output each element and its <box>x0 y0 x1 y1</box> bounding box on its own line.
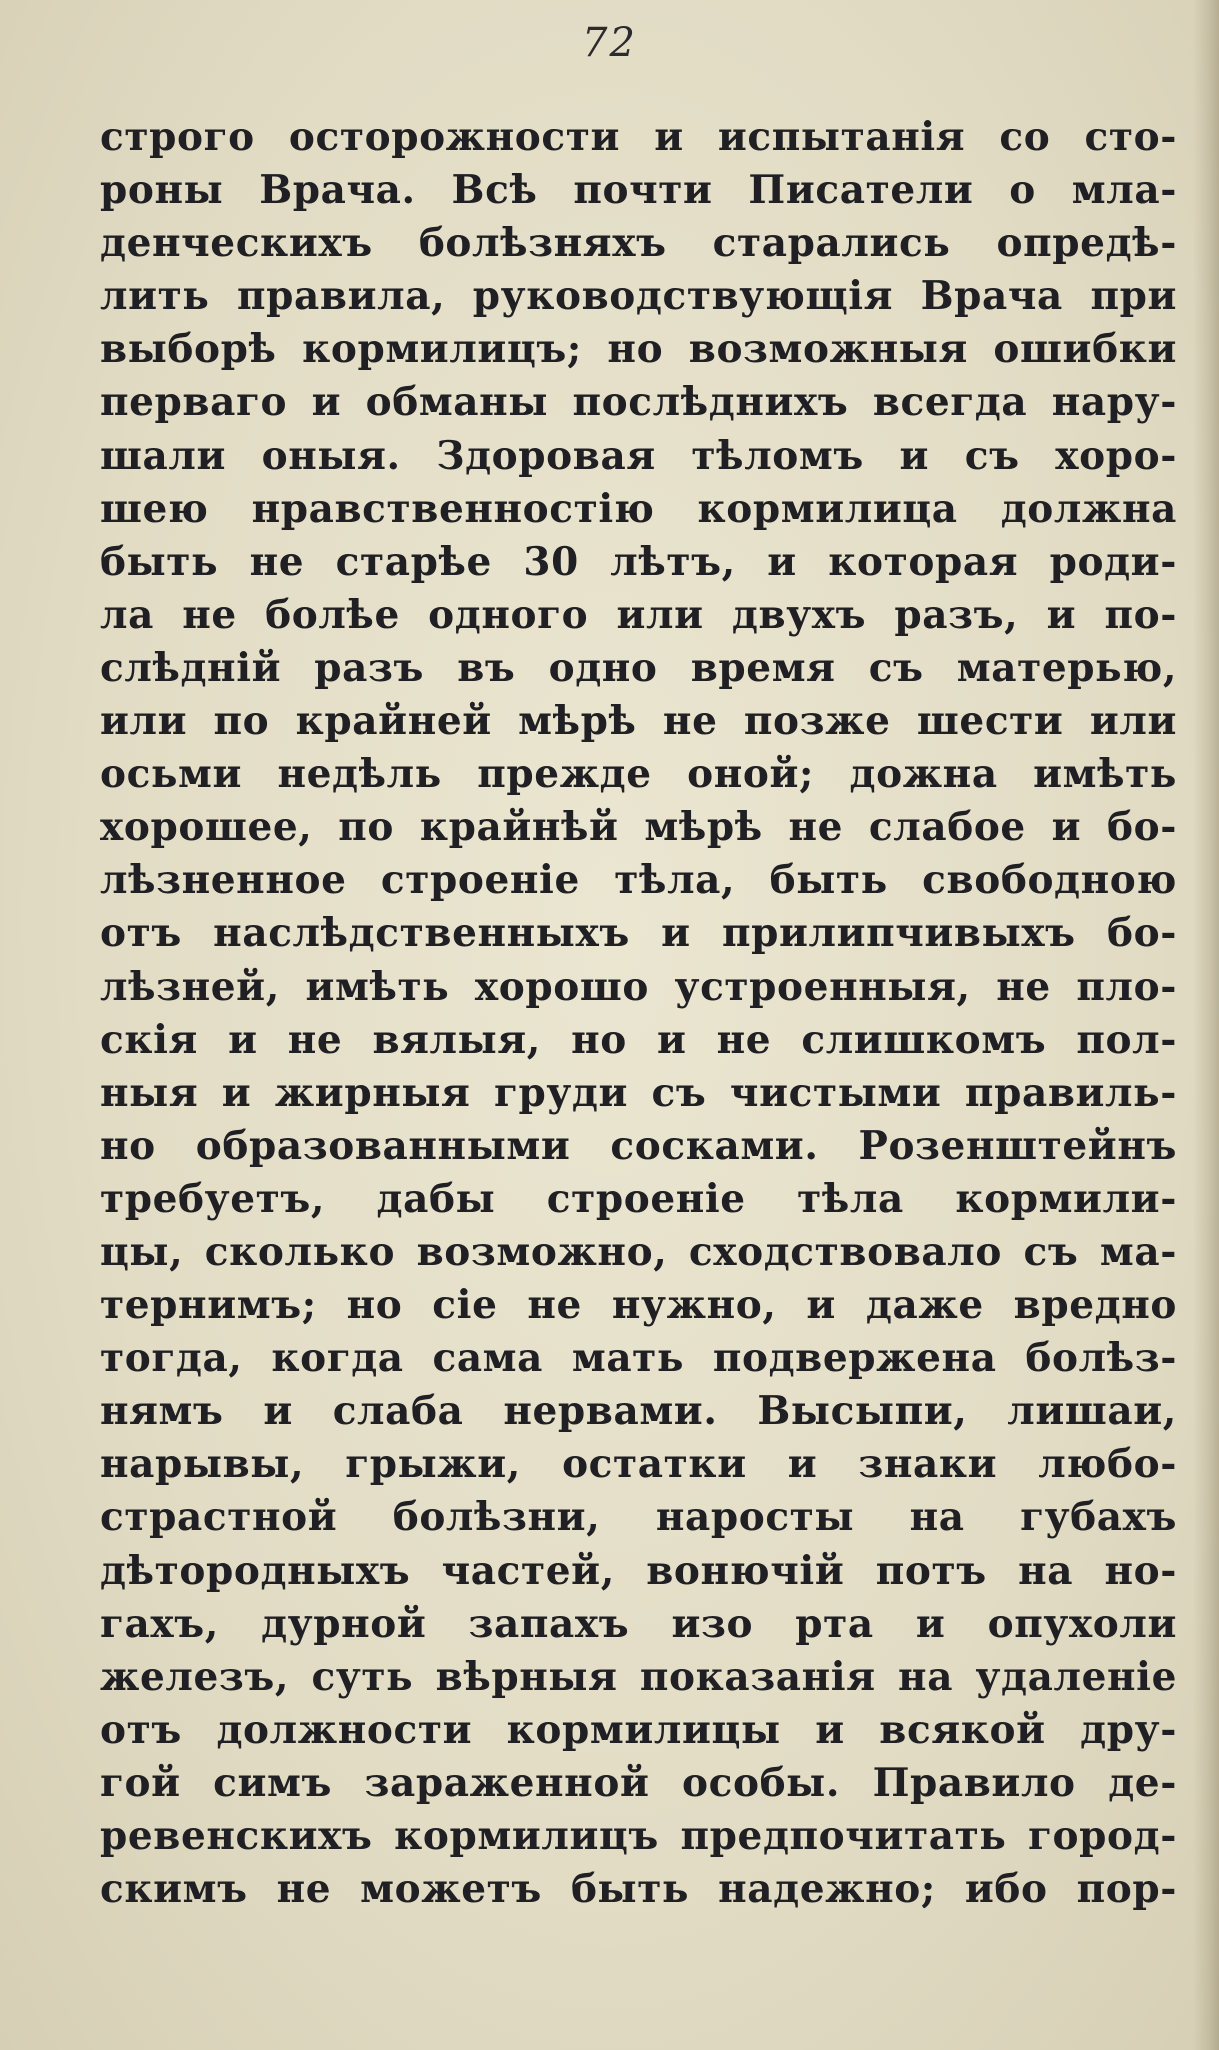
text-line: страстной болѣзни, наросты на губахъ <box>100 1494 1177 1541</box>
text-line: роны Врача. Всѣ почти Писатели о мла- <box>100 167 1177 214</box>
text-line: но образованными сосками. Розенштейнъ <box>100 1122 1177 1169</box>
text-line: железъ, суть вѣрныя показанія на удаленіе <box>100 1653 1177 1700</box>
text-line: ла не болѣе одного или двухъ разъ, и по- <box>100 591 1177 638</box>
text-line: лѣзней, имѣть хорошо устроенныя, не пло- <box>100 963 1177 1010</box>
text-line: отъ должности кормилицы и всякой дру- <box>100 1706 1177 1753</box>
text-line: нарывы, грыжи, остатки и знаки любо- <box>100 1441 1177 1488</box>
text-line: цы, сколько возможно, сходствовало съ ма- <box>100 1228 1177 1275</box>
body-text <box>100 111 1177 1916</box>
text-line: осьми недѣль прежде оной; дожна имѣть <box>100 751 1177 798</box>
text-line: скія и не вялыя, но и не слишкомъ пол- <box>100 1016 1177 1063</box>
text-line: гой симъ зараженной особы. Правило де- <box>100 1759 1177 1806</box>
text-line: слѣдній разъ въ одно время съ матерью, <box>100 644 1177 691</box>
text-line: дѣтородныхъ частей, вонючій потъ на но- <box>100 1547 1177 1594</box>
text-line: или по крайней мѣрѣ не позже шести или <box>100 698 1177 745</box>
text-line: выборѣ кормилицъ; но возможныя ошибки <box>100 326 1177 373</box>
text-line: ревенскихъ кормилицъ предпочитать город- <box>100 1813 1177 1859</box>
text-line: шали оныя. Здоровая тѣломъ и съ хоро- <box>100 432 1177 479</box>
text-line: тернимъ; но сіе не нужно, и даже вредно <box>100 1282 1177 1329</box>
text-line: хорошее, по крайнѣй мѣрѣ не слабое и бо- <box>100 804 1177 851</box>
text-line: шею нравственностію кормилица должна <box>100 485 1177 532</box>
text-line: быть не старѣе 30 лѣтъ, и которая роди- <box>100 538 1177 585</box>
text-line: скимъ не можетъ быть надежно; ибо пор- <box>100 1866 1177 1913</box>
text-line: нямъ и слаба нервами. Высыпи, лишаи, <box>100 1388 1177 1435</box>
page-edge-shadow <box>1193 0 1219 2050</box>
text-line: строго осторожности и испытанія со сто- <box>100 114 1177 160</box>
text-line: перваго и обманы послѣднихъ всегда нару- <box>100 379 1177 426</box>
text-line: гахъ, дурной запахъ изо рта и опухоли <box>100 1600 1177 1647</box>
text-line: требуетъ, дабы строеніе тѣла кормили- <box>100 1175 1177 1222</box>
page-number: 72 <box>582 20 637 66</box>
text-line: тогда, когда сама мать подвержена болѣз- <box>100 1335 1177 1382</box>
text-line: лить правила, руководствующія Врача при <box>100 273 1177 320</box>
text-line: ныя и жирныя груди съ чистыми правиль- <box>100 1069 1177 1116</box>
text-line: лѣзненное строеніе тѣла, быть свободною <box>100 857 1177 904</box>
text-line: денческихъ болѣзняхъ старались опредѣ- <box>100 220 1177 267</box>
text-line: отъ наслѣдственныхъ и прилипчивыхъ бо- <box>100 910 1177 957</box>
